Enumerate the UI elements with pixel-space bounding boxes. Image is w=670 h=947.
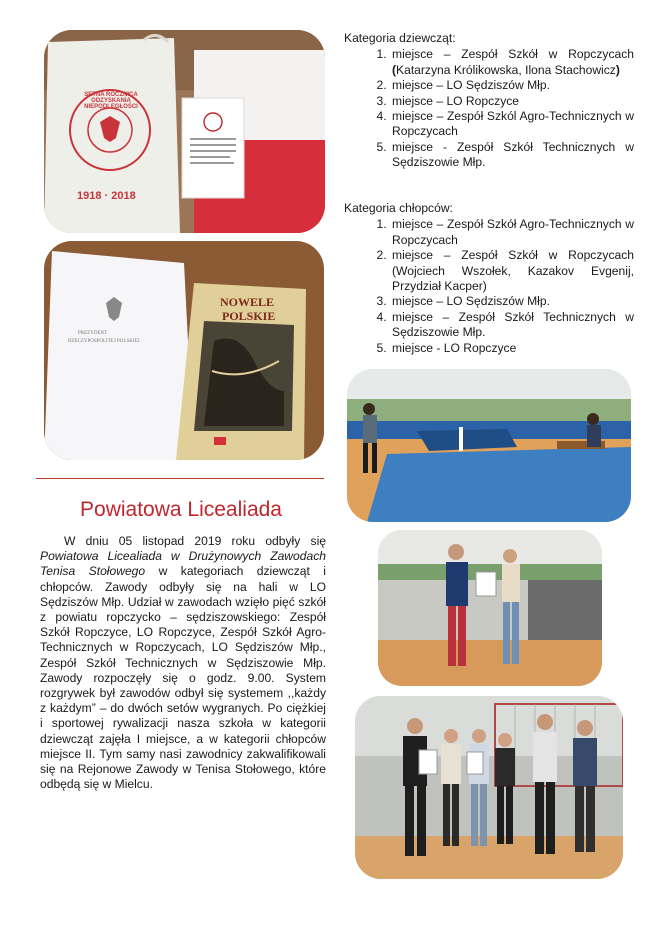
book-title-1: NOWELE: [220, 295, 275, 309]
folder-text-1: PREZYDENT: [78, 331, 108, 336]
article-rest: w kategoriach dziewcząt i chłopców. Zawody odbyły się na hali w LO Sędziszów Młp. Udział w zawodach wzięło pięć szkół z powiatu ropczycko – sędziszowskiego: Zespół Szkół Ropczyce, LO Ropczyce, Zespół Szkół Agro-Technicznych w Ropczycach, LO Sędziszów Młp., Zespół Szkół Technicznych w Sędziszowie Młp. Zawody rozpoczęły się o godz. 9.00. System rozgrywek był zawodów odbył się systemem ,,każdy z każdym” – do dwóch setów wygranych. Po ciężkiej i sportowej rywalizacji nasza szkoła w kategorii dziewcząt zajęła I miejsce, a w kategorii chłopców miejsce II. Tym samy nasi zawodnicy zakwalifikowali się na Rejonowe Zawody w Tenisa Stołowego, które odbędą się w Mielcu.: [40, 564, 326, 792]
girls-results: [344, 31, 634, 171]
list-item: 1. miejsce – Zespół Szkół Agro-Technicznych w Ropczycach: [390, 217, 634, 248]
article-title: Powiatowa Licealiada: [80, 498, 282, 521]
boys-list: [344, 217, 634, 356]
photo-folder-and-book: [44, 241, 324, 460]
bag-years: 1918 · 2018: [77, 190, 136, 202]
photo-award-ceremony: [378, 530, 602, 686]
book-title-2: POLSKIE: [222, 309, 276, 323]
bag-caption: SETNA ROCZNICA ODZYSKANIA NIEPODLEGŁOŚCI: [84, 92, 138, 110]
article-event-name: Powiatowa Licealiada w Drużynowych Zawodach Tenisa Stołowego: [40, 549, 326, 579]
list-item: 4. miejsce – Zespół Szkół Technicznych w Sędziszowie Młp.: [390, 310, 634, 341]
list-item: 1. miejsce – Zespół Szkół w Ropczycach (Katarzyna Królikowska, Ilona Stachowicz): [390, 47, 634, 78]
photo-team-group: [355, 696, 623, 879]
photo-table-tennis-match: [347, 369, 631, 522]
girls-heading: Kategoria dziewcząt:: [344, 31, 456, 45]
boys-results: [344, 201, 634, 356]
folder-text-2: RZECZYPOSPOLITEJ POLSKIEJ: [68, 339, 140, 344]
list-item: 3. miejsce – LO Ropczyce: [390, 94, 634, 109]
article-body: [40, 534, 326, 792]
section-divider: [36, 478, 324, 479]
list-item: 3. miejsce – LO Sędziszów Młp.: [390, 294, 634, 309]
girls-list: [344, 47, 634, 170]
list-item: 5. miejsce - LO Ropczyce: [390, 341, 634, 356]
list-item: 2. miejsce – Zespół Szkół w Ropczycach (Wojciech Wszołek, Kazakov Evgenij, Przydział Kacper): [390, 248, 634, 294]
photo-commemorative-bag: [44, 30, 325, 233]
boys-heading: Kategoria chłopców:: [344, 201, 453, 215]
list-item: 5. miejsce - Zespół Szkół Technicznych w Sędziszowie Młp.: [390, 140, 634, 171]
article-lead: W dniu 05 listopad 2019 roku odbyły się: [64, 534, 326, 548]
list-item: 2. miejsce – LO Sędziszów Młp.: [390, 78, 634, 93]
list-item: 4. miejsce – Zespół Szkól Agro-Technicznych w Ropczycach: [390, 109, 634, 140]
